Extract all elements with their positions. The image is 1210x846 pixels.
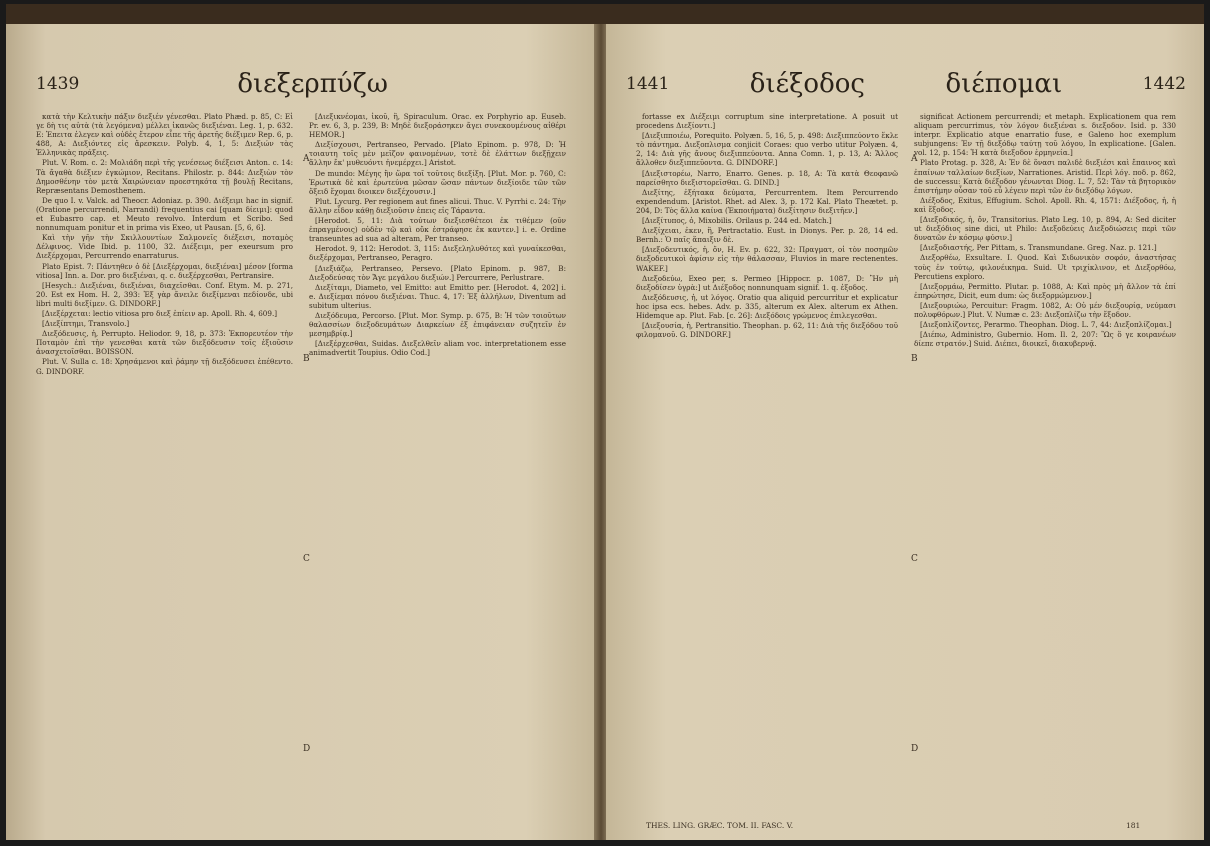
- left-page-number: 1439: [36, 74, 80, 94]
- entry: Διεξόδευσις, ἡ, Perrupto. Heliodor. 9, 18, p. 373: Ἐκπορευτέον τὴν Ποταμὸν ἐπὶ τὴν γενεσθαι κατὰ τῶν διεξόδευσιν τοῖς ἐξιοῦσιν ἀνασχετοῖσθαι. BOISSON.: [36, 329, 293, 357]
- left-page-columns: [36, 112, 566, 810]
- entry: De mundo: Μέγης ἢν ὥρα τοῖ τοῦτοις διεξίξη. [Plut. Mor. p. 760, C: Ἐρωτικὰ δὲ καὶ ἐρωτεύνα μῶσαν ὥσαν πάντων διεξίοιδε τῶν τῶν ὄξειδ ἔχομαι διοικεν διεξέχουσιν.]: [309, 168, 566, 196]
- entry: De quo I. v. Valck. ad Theocr. Adoniaz. p. 390. Διέξειμι hac in signif. (Oratione percurrendi, Narrandi) frequentius cai [quam δίειμι]: quod et Eubasrro cap. et Meuto revolvo. Interdum et Scribo. Sed nonnumquam ponitur et in prima vis Exeo, ut Pausan. [5, 6, 6].: [36, 195, 293, 233]
- entry: Διεξίσχουσι, Pertranseo, Pervado. [Plato Epinom. p. 978, D: Ἡ τοιαυτη τοῖς μὲν μεῖζον φαινομένων, τοτὲ δὲ ἐλάττων διεξῇχειν ἄλλην ἔκ' μυθευόντι ἠνεμέρχει.] Aristot.: [309, 140, 566, 168]
- left-column-a: [36, 112, 293, 810]
- right-page-number-left: 1441: [626, 74, 670, 94]
- right-column-a: [636, 112, 898, 810]
- margin-mark-b: B: [911, 354, 918, 364]
- entry: [Διεξίπτημι, Transvolo.]: [42, 319, 130, 329]
- entry: [Διεξιάζω, Pertranseo, Persevo. [Plato Epinom. p. 987, B: Διεξοδεύσας τὸν Ἄγε μεγάλου διεξιών.] Percurrere, Perlustrare.: [309, 263, 566, 282]
- entry: [Διεξορμάω, Permitto. Plutar. p. 1088, A: Καὶ πρὸς μὴ ἄλλον τὰ ἐπί ἐπηρώτησε, Dicit, eum dum: ὡς διεξορμώμενον.]: [914, 281, 1176, 300]
- margin-mark-d: D: [911, 744, 919, 754]
- left-page-headword: διεξερπύζω: [237, 69, 388, 99]
- margin-mark-b: B: [303, 354, 310, 364]
- entry: Herodot. 9, 112: Herodot. 3, 115: Διεξεληλυθότες καὶ γυναίκεσθαι, διεξέρχομαι, Pertranseo, Peragro.: [309, 244, 566, 263]
- entry: [Διεξέρχεσθαι, Suidas. Διεξελθεῖν aliam voc. interpretationem esse animadvertit Toupius. Odio Cod.]: [309, 339, 566, 358]
- entry: fortasse ex Διέξειμι corruptum sine interpretatione. A posuit ut procedens Διεξίοντι.]: [636, 112, 898, 131]
- entry: Διεξορθέω, Exsultare. I. Quod. Καὶ Σιδωνικὸν σοφόν, ἀναστήσας τοὺς ἐν τούτῳ, φιλονέικημα. Suid. Ut τριχίκλινον, et Διεξορθόω, Percutiens exploro.: [914, 253, 1176, 281]
- left-column-b: [309, 112, 566, 810]
- entry: [Διεξέρχεται: lectio vitiosa pro διεξ ἐπίειν ap. Apoll. Rh. 4, 609.]: [42, 308, 278, 318]
- entry: [Διεξουσία, ἡ, Pertransitio. Theophan. p. 62, 11: Διὰ τῆς διεξόδου τοῦ φιλομανοῦ. G. DINDORF.]: [636, 321, 898, 340]
- entry: [Διεξοπλίζοντες, Perarmo. Theophan. Diog. L. 7, 44: Διεξοπλίζομαι.]: [920, 320, 1172, 330]
- book-spread: [6, 4, 1204, 840]
- entry: Διεξόδευσις, ἡ, ut λόγος. Oratio qua aliquid percurritur et explicatur hoc ipsa ecs. hebes. Adv. p. 335, alterum ex Alex. alterum ex Athen. Hidemque ap. Plut. Fab. [c. 26]: Διεξόδοις γρώμενος ἐπιλεγεσθαι.: [636, 292, 898, 320]
- entry: Διεξίτης, ἐξήτακα δεύματα, Percurrentem. Item Percurrendo expendendum. [Aristot. Rhet. ad Alex. 3, p. 172 Kal. Plato Theætet. p. 204, D: Τὸς ἄλλα καίνα (Ἐκποιήματα) διεξίτησιν διεξιτῆεν.]: [636, 187, 898, 215]
- entry: [Hesych.: Διεξιέναι, διεξιέναι, διαχεῖσθαι. Conf. Etym. M. p. 271, 20. Est ex Hom. H. 2, 393: Ἐξ γὰρ ἄνειλε διεξίμεναι πεδίονδε, ubi libri multi διεξίμεν. G. DINDORF.]: [36, 280, 293, 308]
- entry: Καὶ τὴν γῆν τὴν Σκιλλουντίων Σαλμονεῖς διέξεισι, ποταμὸς Δέλφινος. Vide Ibid. p. 1100, 32. Διέξειμι, per exeursum pro Διεξέρχομαι, Percurrendo enarraturus.: [36, 233, 293, 261]
- margin-mark-a: A: [303, 154, 310, 164]
- entry: Plut. V. Rom. c. 2: Μολιάδη περὶ τῆς γενέσεως διέξεισι Anton. c. 14: Τὰ ἄγαθὰ διέξιεν ἐγκώμιον, Recitans. Philostr. p. 844: Διεξιὼν τὸν Δημοσθένην τὸν μετὰ Χαιρώνειαν προεστηκότα τῇ βουλῇ Recitans, Repræsentans Demosthenem.: [36, 158, 293, 195]
- entry: [Διεξουριώω, Percuitur: Fragm. 1082, A: Οὐ μέν διεξουρίᾳ, νεύμασι πολυφθόρων.] Plut. V. Numæ c. 23: Διεξοπλίζω τὴν ἔξοδον.: [914, 300, 1176, 319]
- footer-number: 181: [1126, 821, 1141, 830]
- entry: Διεξόδευμα, Percorso. [Plut. Mor. Symp. p. 675, B: Ἡ τῶν τοιοῦτων θαλασσίων διεξοδευμάτων Διαρκείων ἐξ ἐπιφάνειαν συζητεῖν ἐν μεσημβρίᾳ.]: [309, 310, 566, 339]
- entry: Διεξοδεύω, Exeo per, s. Permeo [Hippocr. p. 1087, D: Ἣν μὴ διεξοδίσεν ὑγρὰ:] ut Διέξοδος nonnunquam signif. 1. q. ἐξοδος.: [636, 273, 898, 292]
- entry: Διεξίταμι, Diameto, vel Emitto: aut Emitto per. [Herodot. 4, 202] i. e. Διεξίεμαι πόνου διεξιέναι. Thuc. 4, 17: Ἐξ ἀλλήλων, Diventum ad subitum ulterius.: [309, 282, 566, 310]
- entry: [Διεξιπποιέω, Porequito. Polyæn. 5, 16, 5, p. 498: Διεξιππεύοντο ἕκλε τὸ πάντημα. Διεξοπλισμα conjicit Coraes: quo verbo utitur Polyæn. 4, 2, 14: Διὰ γῆς ἄνους διεξιππεύοντα. Anna Comn. 1, p. 13, A: Ἄλλος ἄλλοθεν διεξιππεῦοντα. G. DINDORF.]: [636, 131, 898, 168]
- entry: [Herodot. 5, 11: Διὰ τούτων διεξιεσθέτεοι ἐκ τιθέμεν (οῦν ἐπραγμένοις) οὐδὲν τῷ καὶ οὔκ ἐστράφησε ἐκ καντεν.] i. e. Ordine transeuntes ad sua ad alteram, Per transeo.: [309, 216, 566, 244]
- entry: [Διέπω, Administro, Gubernio. Hom. Il. 2, 207: Ὣς ὅ γε κοιρανέων δίεπε στρατόν.] Suid. Διέπει, διοικεῖ, διακυβερνᾷ.: [914, 330, 1176, 349]
- entry: [Διεξοδευτικός, ἡ, ὄν, H. Ev. p. 622, 32: Πραγματ, οἱ τὸν ποσημῶν διεξοδευτικοὶ ἀφίσιν εἰς τὴν θάλασσαν, Fluvios in mare rectenentes. WAKEF.]: [636, 245, 898, 273]
- margin-mark-c: C: [911, 554, 918, 564]
- margin-mark-c: C: [303, 554, 310, 564]
- left-page: [6, 24, 596, 840]
- entry: [Διεξικνέομαι, ἰκοῦ, ἢ, Spiraculum. Orac. ex Porphyrio ap. Euseb. Pr. ev. 6, 3, p. 239, B: Μηδὲ διεξοράσηκεν ἄγει συνεκουμένους αἰθέρι HEMOR.]: [309, 112, 566, 140]
- footer-signature: THES. LING. GRÆC. TOM. II. FASC. V.: [646, 821, 794, 830]
- right-column-b: [914, 112, 1176, 810]
- entry: Plato Epist. 7: Πάντηθεν ὁ δὲ [Διεξέρχομαι, διεξιέναι] μέσον [forma vitiosa] Inn. a. Dor. pro διεξιέναι, q. c. διεξέρχεσθαι, Pertransire.: [36, 261, 293, 280]
- right-page-number-right: 1442: [1142, 74, 1186, 94]
- entry: [Διεξοδιαστής, Per Pittam, s. Transmundane. Greg. Naz. p. 121.]: [920, 243, 1157, 253]
- entry: significat Actionem percurrendi; et metaph. Explicationem qua rem aliquam percurrimus, τὸν λόγον διεξιέναι s. διεξοδον. Isid. p. 330 interpr. Explicatio atque enarratio fuse, e Galeno hoc exemplum subjungens: Ἐν τῇ διεξόδῳ ταύτῃ τοῦ λόγου, In explicatione. [Galen. vol. 12, p. 154: Ἡ κατὰ διεξοδον ἑρμηνεία.]: [914, 112, 1176, 158]
- entry: Plut. Lycurg. Per regionem aut fines alicui. Thuc. V. Pyrrhi c. 24: Τὴν ἄλλην εἶδον κάθῃ διεξιοῦσιν ἐπεις εἰς Τάραντα.: [309, 196, 566, 215]
- entry: [Διεξίτυπος, ὁ, Mixobilis. Orilaus p. 244 ed. Match.]: [642, 216, 832, 226]
- entry: [Διεξιστορέω, Narro, Enarro. Genes. p. 18, A: Τὰ κατὰ Θεοφανῶ παρείσθητο διεξιστορεῖσθαι. G. DIND.]: [636, 168, 898, 187]
- entry: Plato Protag. p. 328, A: Ἐν δὲ ὅνασι παλιδὲ διεξιέσι καὶ ἔπαινος καὶ ἐπαίνων ταλλαίων διεξίων, Narrationes. Aristid. Περὶ λόγ. ποδ. p. 862, de successu: Κατὰ διέξοδον γένωνται Diog. L. 7, 52: Τὰν τὰ βητορικὸν ἐπιστήμην οὖσαν τοῦ εὖ λέγειν περὶ τῶν ἐν διεξόδῳ λόγων.: [914, 158, 1176, 195]
- right-page-columns: [636, 112, 1176, 810]
- margin-mark-d: D: [303, 744, 311, 754]
- right-page-headword-right: διέπομαι: [945, 69, 1063, 99]
- right-page-headword-left: διέξοδος: [749, 69, 865, 99]
- entry: Διεξίχειαι, ἐκεν, ἢ, Pertractatio. Eust. in Dionys. Per. p. 28, 14 ed. Bernh.: Ὁ παῖς ἅπαιξιν δὲ.: [636, 226, 898, 245]
- entry: [Διεξοδικός, ἡ, ὄν, Transitorius. Plato Leg. 10, p. 894, A: Sed diciter ut διεξόδιος sine dici, ut Philo: Διεξοδεύεις Διεξοδιώσεις περὶ τῶν δυνατῶν ἐν κόσμῳ φύσιν.]: [914, 215, 1176, 243]
- right-page-header: [626, 64, 1186, 104]
- right-page: [606, 24, 1204, 840]
- margin-mark-a: A: [911, 154, 918, 164]
- entry: Διέξοδος, Exitus, Effugium. Schol. Apoll. Rh. 4, 1571: Διέξοδος, ἡ, ἡ καὶ ἔξοδος.: [914, 195, 1176, 214]
- left-page-header: [36, 64, 576, 104]
- entry: Plut. V. Sulla c. 18: Χρησάμενοι καὶ ῥάμην τῇ διεξόδευσει ἐπέθεντο. G. DINDORF.: [36, 357, 293, 376]
- entry: κατὰ τὴν Κελτικὴν πάξιν διεξιέν γένεσθαι. Plato Phæd. p. 85, C: Εἰ γε δὴ τις αὐτὰ (τὰ λεγόμενα) μέλλει ἱκανῶς διεξιέναι. Leg. 1, p. 632. E: Ἐπειτα ἐλεγεν καὶ οὐδὲς ἕτερον εἶπε τῆς ἀρετῆς διέξιμεν Rep. 6, p. 488, A: Διεξιόντες εἰς ἄρεσκειν. Polyb. 4, 1, 5: Διεξιών τὰς Ἑλληνικὰς πράξεις.: [36, 112, 293, 158]
